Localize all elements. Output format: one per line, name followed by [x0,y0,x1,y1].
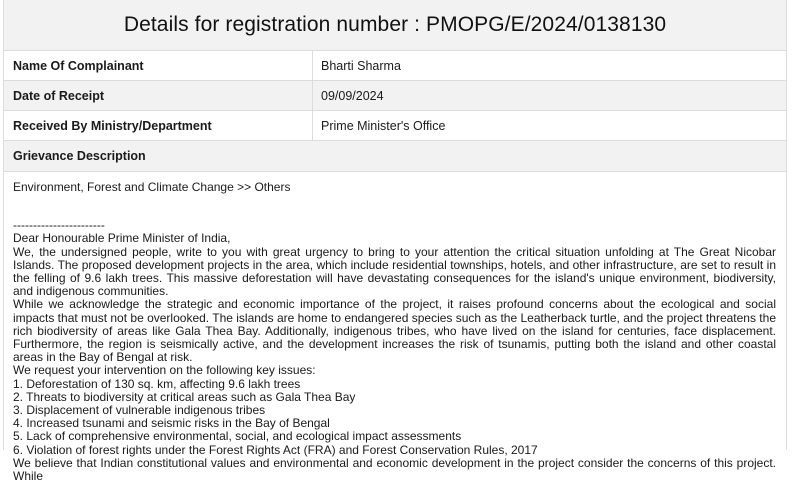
letter-paragraph: While we acknowledge the strategic and economic importance of the project, it raises profound concerns about the ecological and social impacts that must not be overlooked. The islands are home to endangered species such as the Leatherback turtle, and the project threatens the rich biodiversity of areas like Gala Thea Bay. Additionally, indigenous tribes, who have lived on the island for centuries, face displacement. Furthermore, the region is seismically active, and the development increases the risk of tsunamis, putting both the island and other coastal areas in the Bay of Bengal at risk. [13,297,776,365]
salutation: Dear Honourable Prime Minister of India, [13,231,231,246]
complainant-name-value: Bharti Sharma [321,58,401,73]
grievance-description-header [4,141,786,172]
field-label: Grievance Description [13,149,146,163]
field-label: Date of Receipt [4,81,313,110]
grievance-category: Environment, Forest and Climate Change >> Others [13,180,291,194]
grievance-letter [13,219,776,483]
issue-item: 5. Lack of comprehensive environmental, social, and ecological impact assessments [13,429,462,444]
field-row-complainant [4,51,786,81]
ministry-value: Prime Minister's Office [321,118,446,133]
issue-item: 2. Threats to biodiversity at critical areas such as Gala Thea Bay [13,389,356,404]
field-row-ministry [4,111,786,141]
title-bar [4,0,786,51]
grievance-details-panel [3,0,787,483]
request-intro: We request your intervention on the following key issues: [13,363,316,378]
grievance-description-body [4,172,786,483]
field-label: Received By Ministry/Department [4,111,313,140]
separator-line: ----------------------- [13,218,105,233]
issue-item: 4. Increased tsunami and seismic risks in the Bay of Bengal [13,416,330,431]
issue-item: 3. Displacement of vulnerable indigenous tribes [13,403,266,418]
letter-paragraph: We believe that Indian constitutional values and environmental and economic development in the project consider the concerns of this project. While [13,455,776,483]
receipt-date-value: 09/09/2024 [321,88,384,103]
field-row-date [4,81,786,111]
page-title: Details for registration number : PMOPG/E/2024/0138130 [123,13,667,36]
issue-item: 1. Deforestation of 130 sq. km, affecting 9.6 lakh trees [13,376,301,391]
letter-paragraph: We, the undersigned people, write to you with great urgency to bring to your attention the critical situation unfolding at The Great Nicobar Islands. The proposed development projects in the area, which include residential townships, hotels, and other infrastructure, are set to result in the felling of 9.6 lakh trees. This massive deforestation will have devastating consequences for the island's unique environment, biodiversity, and indigenous communities. [13,244,776,299]
issue-item: 6. Violation of forest rights under the Forest Rights Act (FRA) and Forest Conservation Rules, 2017 [13,442,538,457]
field-label: Name Of Complainant [4,51,313,80]
